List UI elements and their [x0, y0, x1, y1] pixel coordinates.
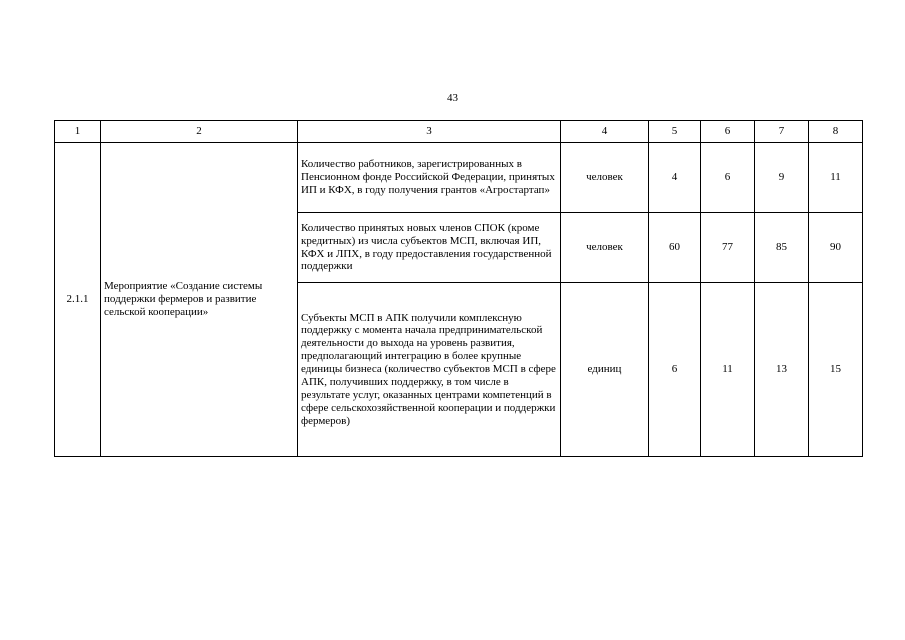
table-row: [55, 143, 863, 213]
value-cell: 60: [649, 213, 701, 283]
header-cell: 1: [55, 121, 101, 143]
event-name-cell: Мероприятие «Создание системы поддержки фермеров и развитие сельской кооперации»: [101, 143, 298, 457]
value-cell: 15: [809, 283, 863, 457]
value-cell: 11: [809, 143, 863, 213]
value-cell: 9: [755, 143, 809, 213]
unit-cell: человек: [561, 143, 649, 213]
value-cell: 13: [755, 283, 809, 457]
indicator-cell: Субъекты МСП в АПК получили комплексную поддержку с момента начала предпринимательской деятельности до выхода на уровень развития, предполагающий интеграцию в более крупные единицы бизнеса (количество субъектов МСП в сфере АПК, получивших поддержку, в том числе в результате услуг, оказанных центрами компетенций в сфере сельскохозяйственной кооперации и поддержки фермеров): [298, 283, 561, 457]
value-cell: 4: [649, 143, 701, 213]
page-number: 43: [447, 92, 458, 104]
header-cell: 4: [561, 121, 649, 143]
value-cell: 6: [701, 143, 755, 213]
header-cell: 8: [809, 121, 863, 143]
table-header-row: [55, 121, 863, 143]
value-cell: 85: [755, 213, 809, 283]
unit-cell: человек: [561, 213, 649, 283]
indicators-table: [54, 120, 863, 457]
event-code-cell: 2.1.1: [55, 143, 101, 457]
unit-cell: единиц: [561, 283, 649, 457]
header-cell: 3: [298, 121, 561, 143]
header-cell: 7: [755, 121, 809, 143]
value-cell: 11: [701, 283, 755, 457]
header-cell: 5: [649, 121, 701, 143]
indicator-cell: Количество принятых новых членов СПОК (кроме кредитных) из числа субъектов МСП, включая ИП, КФХ и ЛПХ, в году предоставления государственной поддержки: [298, 213, 561, 283]
value-cell: 6: [649, 283, 701, 457]
value-cell: 90: [809, 213, 863, 283]
value-cell: 77: [701, 213, 755, 283]
header-cell: 6: [701, 121, 755, 143]
header-cell: 2: [101, 121, 298, 143]
indicator-cell: Количество работников, зарегистрированных в Пенсионном фонде Российской Федерации, принятых ИП и КФХ, в году получения грантов «Агростартап»: [298, 143, 561, 213]
